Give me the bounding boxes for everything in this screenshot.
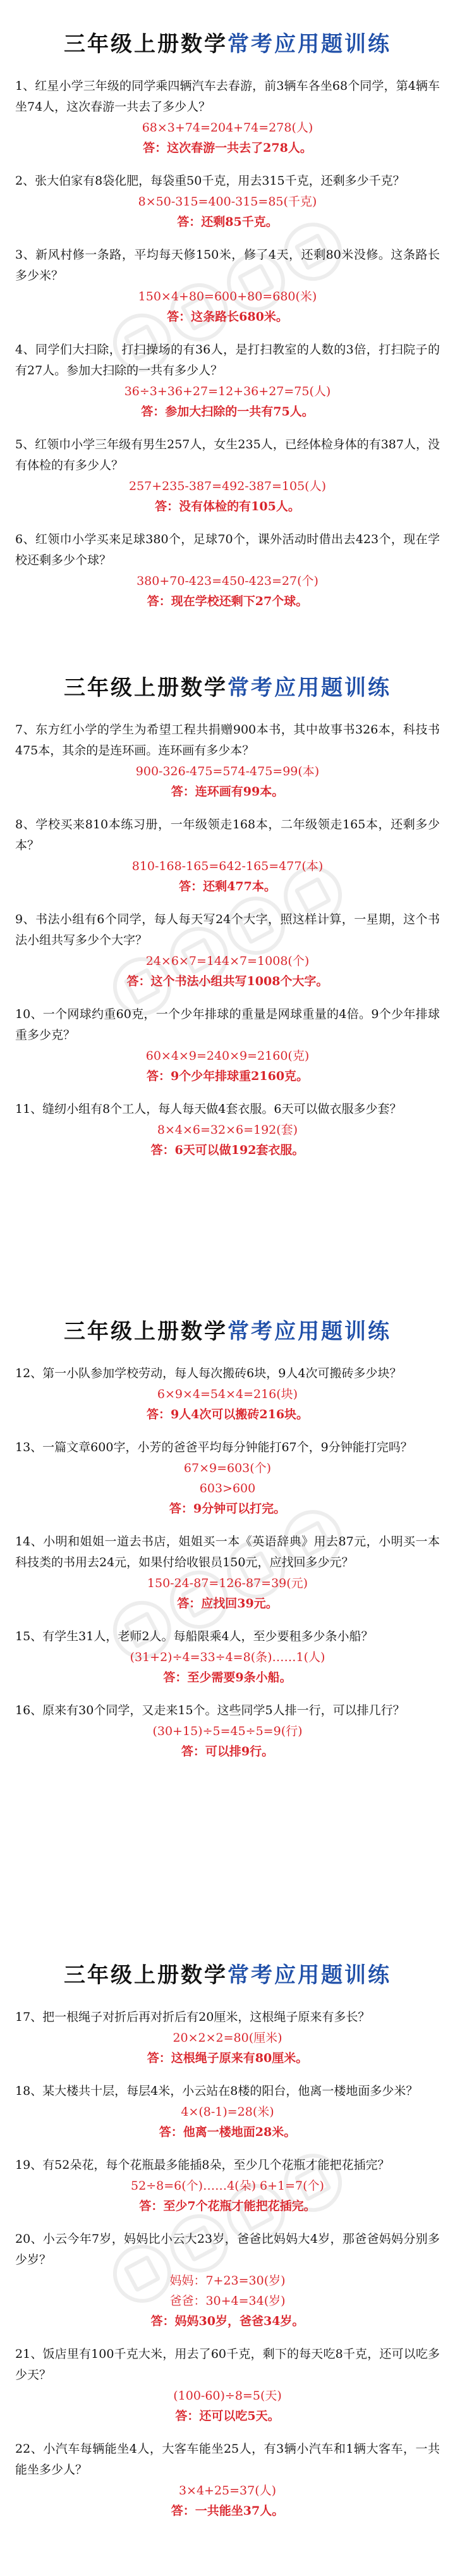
section-title-plain: 三年级上册数学 (64, 32, 228, 57)
problem-item (15, 2155, 440, 2216)
problem-item (15, 909, 440, 991)
problem-question: 16、原来有30个同学，又走来15个。这些同学5人排一行，可以排几行？ (15, 1703, 405, 1717)
solution-answer: 答：还可以吃5天。 (175, 2409, 280, 2423)
solution-answer: 答：现在学校还剩下27个球。 (147, 594, 308, 608)
worksheet-section (0, 644, 455, 1282)
problem-item (15, 529, 440, 611)
solution-formula: (100-60)÷8=5(天) (173, 2389, 282, 2403)
problem-question: 14、小明和姐姐一道去书店，姐姐买一本《英语辞典》用去87元，小明买一本科技类的书用去24元，如果付给收银员150元，应找回多少元？ (15, 1535, 440, 1569)
problem-question: 4、同学们大扫除，打扫操场的有36人，是打扫教室的人数的3倍，打扫院子的有27人。参加大扫除的一共有多少人？ (15, 343, 440, 377)
problem-item (15, 2439, 440, 2521)
section-title-plain: 三年级上册数学 (64, 1319, 228, 1344)
problem-question: 2、张大伯家有8袋化肥，每袋重50千克，用去315千克，还剩多少千克？ (15, 174, 405, 188)
problem-question: 8、学校买来810本练习册，一年级领走168本，二年级领走165本，还剩多少本？ (15, 818, 440, 852)
solution-formula: 257+235-387=492-387=105(人) (128, 479, 327, 493)
solution-formula: 24×6×7=144×7=1008(个) (145, 954, 310, 968)
problem-question: 11、缝纫小组有8个工人，每人每天做4套衣服。6天可以做衣服多少套？ (15, 1102, 402, 1116)
problem-list (15, 1363, 440, 1774)
solution-formula: 150-24-87=126-87=39(元) (147, 1576, 308, 1590)
problem-question: 7、东方红小学的学生为希望工程共捐赠900本书，其中故事书326本，科技书475本，其余的是连环画。连环画有多少本？ (15, 723, 440, 757)
problem-item (15, 720, 440, 802)
section-title (0, 1956, 455, 1994)
problem-question: 6、红领巾小学买来足球380个，足球70个，课外活动时借出去423个，现在学校还剩多少个球？ (15, 532, 440, 567)
solution-answer: 答：可以排9行。 (181, 1745, 274, 1758)
problem-item (15, 2344, 440, 2426)
problem-list (15, 76, 440, 624)
problem-question: 15、有学生31人，老师2人。每船限乘4人，至少要租多少条小船？ (15, 1629, 373, 1643)
section-title-plain: 三年级上册数学 (64, 675, 228, 701)
solution-answer: 答：他离一楼地面28米。 (159, 2125, 296, 2139)
solution-formula: (31+2)÷4=33÷4=8(条)……1(人) (130, 1650, 325, 1664)
section-title (0, 25, 455, 63)
problem-question: 17、把一根绳子对折后再对折后有20厘米，这根绳子原来有多长？ (15, 2010, 370, 2024)
solution-formula: 380+70-423=450-423=27(个) (136, 574, 318, 588)
problem-item (15, 434, 440, 517)
solution-formula: 52÷8=6(个)……4(朵) 6+1=7(个) (131, 2179, 324, 2193)
solution-answer: 答：9人4次可以搬砖216块。 (146, 1408, 309, 1421)
problem-item (15, 1004, 440, 1086)
problem-question: 13、一篇文章600字，小芳的爸爸平均每分钟能打67个，9分钟能打完吗？ (15, 1440, 413, 1454)
solution-formula: 8×4×6=32×6=192(套) (157, 1123, 298, 1137)
solution-answer: 答：参加大扫除的一共有75人。 (141, 405, 314, 419)
problem-question: 12、第一小队参加学校劳动，每人每次搬砖6块，9人4次可搬砖多少块？ (15, 1366, 402, 1380)
solution-formula: 60×4×9=240×9=2160(克) (145, 1049, 310, 1063)
solution-answer: 答：这次春游一共去了278人。 (143, 141, 312, 155)
solution-answer: 答：应找回39元。 (177, 1597, 278, 1610)
solution-answer: 答：一共能坐37人。 (171, 2504, 284, 2518)
problem-item (15, 1363, 440, 1425)
solution-formula: 20×2×2=80(厘米) (173, 2031, 282, 2045)
section-title (0, 669, 455, 707)
problem-question: 3、新风村修一条路，平均每天修150米，修了4天，还剩80米没修。这条路长多少米？ (15, 248, 440, 283)
problem-list (15, 2007, 440, 2534)
solution-answer: 答：这根绳子原来有80厘米。 (147, 2051, 308, 2065)
solution-formula: 68×3+74=204+74=278(人) (142, 121, 313, 135)
worksheet-section (0, 1287, 455, 1926)
solution-formula: 8×50-315=400-315=85(千克) (138, 195, 317, 209)
solution-answer: 答：至少需要9条小船。 (163, 1671, 292, 1684)
problem-question: 22、小汽车每辆能坐4人，大客车能坐25人，有3辆小汽车和1辆大客车，一共能坐多少人？ (15, 2442, 440, 2477)
problem-list (15, 720, 440, 1173)
solution-formula: 4×(8-1)=28(米) (181, 2105, 274, 2119)
worksheet-section (0, 0, 455, 639)
problem-question: 20、小云今年7岁，妈妈比小云大23岁，爸爸比妈妈大4岁，那爸爸妈妈分别多少岁？ (15, 2232, 440, 2267)
solution-formula: 67×9=603(个) (183, 1461, 272, 1475)
section-title (0, 1313, 455, 1351)
solution-answer: 答：还剩85千克。 (177, 215, 278, 229)
problem-item (15, 171, 440, 232)
solution-formula: 3×4+25=37(人) (178, 2484, 277, 2498)
problem-question: 1、红星小学三年级的同学乘四辆汽车去春游，前3辆车各坐68个同学，第4辆车坐74人，这次春游一共去了多少人？ (15, 79, 440, 114)
solution-answer: 答：这个书法小组共写1008个大字。 (126, 974, 329, 988)
problem-item (15, 76, 440, 158)
solution-formula: (30+15)÷5=45÷5=9(行) (152, 1724, 303, 1738)
solution-formula: 603>600 (199, 1481, 256, 1495)
problem-item (15, 814, 440, 897)
solution-answer: 答：妈妈30岁，爸爸34岁。 (150, 2314, 305, 2328)
solution-formula: 爸爸：30+4=34(岁) (169, 2294, 286, 2308)
problem-item (15, 1437, 440, 1519)
solution-answer: 答：这条路长680米。 (167, 310, 288, 324)
section-title-plain: 三年级上册数学 (64, 1963, 228, 1988)
problem-item (15, 1099, 440, 1160)
problem-item (15, 1531, 440, 1614)
section-title-accent: 常考应用题训练 (228, 1963, 391, 1988)
problem-question: 21、饭店里有100千克大米，用去了60千克，剩下的每天吃8千克，还可以吃多少天？ (15, 2347, 440, 2382)
solution-answer: 答：没有体检的有105人。 (155, 500, 300, 513)
problem-item (15, 1626, 440, 1688)
worksheet-section (0, 1931, 455, 2570)
solution-formula: 150×4+80=600+80=680(米) (138, 290, 317, 304)
solution-formula: 810-168-165=642-165=477(本) (131, 859, 324, 873)
solution-formula: 36÷3+36+27=12+36+27=75(人) (124, 384, 331, 398)
section-title-accent: 常考应用题训练 (228, 675, 391, 701)
solution-formula: 900-326-475=574-475=99(本) (135, 764, 320, 778)
solution-answer: 答：6天可以做192套衣服。 (150, 1143, 305, 1157)
problem-question: 18、某大楼共十层，每层4米，小云站在8楼的阳台，他离一楼地面多少米？ (15, 2084, 418, 2098)
solution-answer: 答：至少7个花瓶才能把花插完。 (139, 2199, 316, 2213)
solution-answer: 答：9个少年排球重2160克。 (146, 1069, 309, 1083)
problem-item (15, 2081, 440, 2142)
solution-formula: 6×9×4=54×4=216(块) (157, 1387, 298, 1401)
problem-question: 9、书法小组有6个同学，每人每天写24个大字，照这样计算，一星期，这个书法小组共写多少个大字？ (15, 912, 440, 947)
problem-question: 19、有52朵花，每个花瓶最多能插8朵，至少几个花瓶才能把花插完？ (15, 2158, 390, 2172)
solution-formula: 妈妈：7+23=30(岁) (169, 2274, 286, 2288)
solution-answer: 答：还剩477本。 (179, 880, 276, 893)
solution-answer: 答：连环画有99本。 (171, 785, 284, 799)
problem-question: 5、红领巾小学三年级有男生257人，女生235人，已经体检身体的有387人，没有体检的有多少人？ (15, 438, 440, 472)
problem-question: 10、一个网球约重60克，一个少年排球的重量是网球重量的4倍。9个少年排球重多少克？ (15, 1007, 440, 1042)
problem-item (15, 340, 440, 422)
section-title-accent: 常考应用题训练 (228, 1319, 391, 1344)
problem-item (15, 1700, 440, 1762)
solution-answer: 答：9分钟可以打完。 (169, 1502, 286, 1516)
problem-item (15, 245, 440, 327)
section-title-accent: 常考应用题训练 (228, 32, 391, 57)
problem-item (15, 2007, 440, 2068)
problem-item (15, 2229, 440, 2331)
